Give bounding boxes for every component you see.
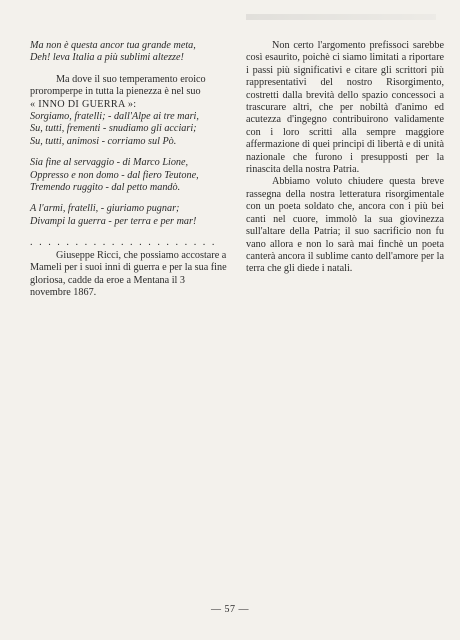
- stanza-3: [30, 203, 228, 228]
- verse-line: Tremendo ruggito - dal petto mandò.: [30, 182, 181, 194]
- stanza-1: [30, 111, 228, 148]
- right-column: [246, 40, 444, 276]
- page-number: — 57 —: [211, 604, 249, 615]
- verse-line: Su, tutti, animosi - corriamo sul Pò.: [30, 135, 177, 147]
- verse-line: Ma non è questa ancor tua grande meta,: [30, 40, 196, 51]
- hymn-title: « INNO DI GUERRA »:: [30, 98, 137, 110]
- intro-paragraph: Ma dove il suo temperamento eroico proromperpe in tutta la pienezza è nel suo: [30, 73, 206, 98]
- verse-line: Oppresso e non domo - dal fiero Teutone,: [30, 169, 199, 181]
- verse-line: Sia fine al servaggio - di Marco Lione,: [30, 157, 189, 169]
- verse-intro: [30, 40, 228, 65]
- body-paragraph-2: Abbiamo voluto chiudere questa breve rassegna della nostra letteratura risorgimentale con un poeta soldato che, ancora con i più bei canti nel cuore, immolò la sua giovinezza sull'altare della Patria; il suo sacrificio non fu vano allora e non lo sarà mai finchè un poeta canterà ancora il sublime canto dell'amore per la terra che gli diede i natali.: [246, 176, 444, 275]
- show-through-smudge: [246, 14, 436, 20]
- omission-dots: . . . . . . . . . . . . . . . . . . . . .: [30, 237, 217, 249]
- verse-line: Su, tutti, frementi - snudiamo gli acciari;: [30, 123, 197, 135]
- left-column: [30, 40, 228, 299]
- closing-paragraph: Giuseppe Ricci, che possiamo accostare a Mameli per i suoi inni di guerra e per la sua fine gloriosa, cadde da eroe a Mentana il 3 novembre 1867.: [30, 249, 227, 298]
- verse-line: A l'armi, fratelli, - giuriamo pugnar;: [30, 203, 180, 215]
- verse-line: Divampi la guerra - per terra e per mar!: [30, 215, 197, 227]
- verse-line: Deh! leva Italia a più sublimi altezze!: [30, 52, 184, 64]
- stanza-2: [30, 157, 228, 194]
- body-paragraph-1: Non certo l'argomento prefissoci sarebbe così esaurito, poichè ci siamo limitati a riportare i passi più significativi e citare gli scrittori più rappresentativi del nostro Risorgimento, costretti dalla brevità dello spazio concessoci a trascurare altri, che per nobiltà d'animo ed acutezza d'ingegno contribuirono validamente con i loro scritti alla sempre maggiore affermazione di quei principi di libertà e di unità nazionale che furono i presupposti per la rinascita della nostra Patria.: [246, 40, 444, 176]
- verse-line: Sorgiamo, fratelli; - dall'Alpe ai tre mari,: [30, 111, 199, 123]
